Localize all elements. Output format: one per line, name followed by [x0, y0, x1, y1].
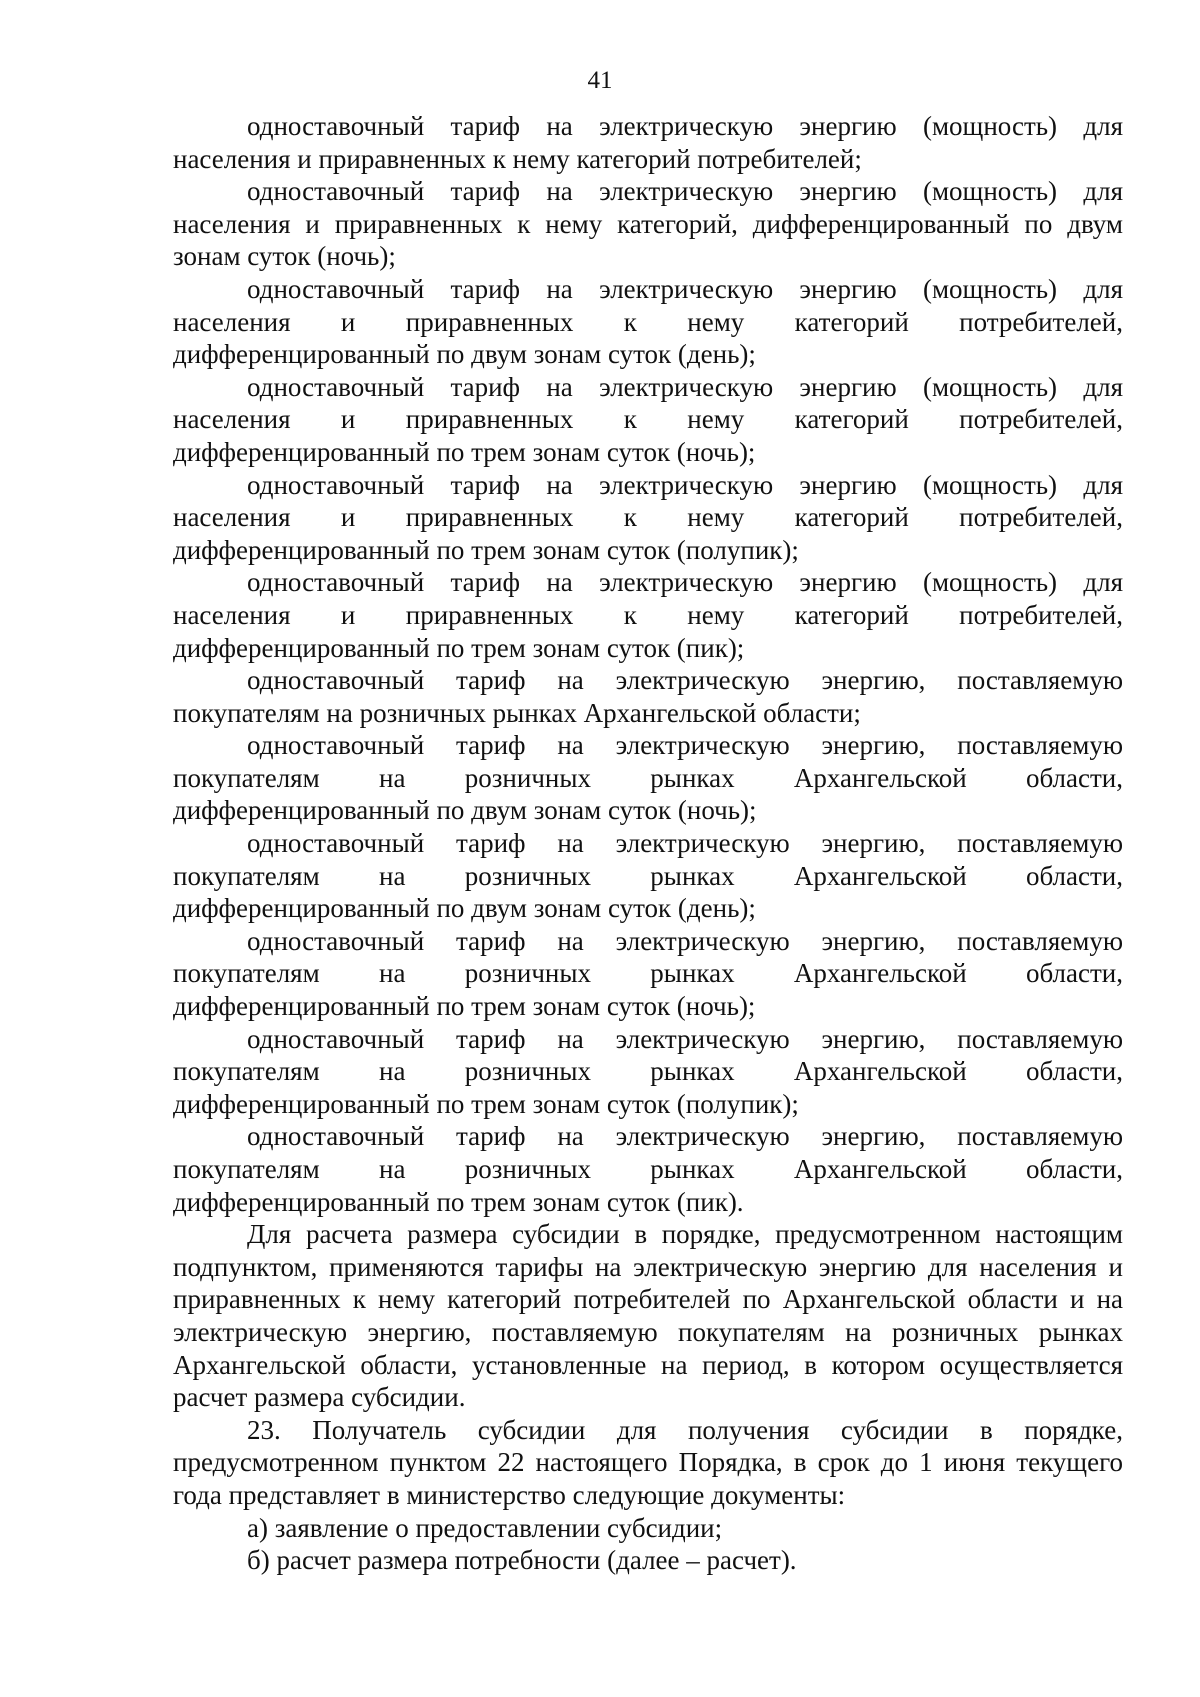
clause-23-paragraph: 23. Получатель субсидии для получения субсидии в порядке, предусмотренном пунктом 22 настоящего Порядка, в срок до 1 июня текущего года представляет в министерство следующие документы:	[173, 1414, 1123, 1510]
document-list-item-b: б) расчет размера потребности (далее – расчет).	[247, 1545, 797, 1576]
calculation-paragraph: Для расчета размера субсидии в порядке, предусмотренном настоящим подпунктом, применяются тарифы на электрическую энергию для населения и приравненных к нему категорий потребителей по Архангельской области и на электрическую энергию, поставляемую покупателям на розничных рынках Архангельской области, установленные на период, в котором осуществляется расчет размера субсидии.	[173, 1219, 1123, 1413]
tariff-paragraph: одноставочный тариф на электрическую энергию, поставляемую покупателям на розничных рынках Архангельской области, дифференцированный по трем зонам суток (полупик);	[173, 1023, 1123, 1119]
tariff-paragraph: одноставочный тариф на электрическую энергию (мощность) для населения и приравненных к нему категорий потребителей, дифференцированный по трем зонам суток (пик);	[173, 567, 1123, 663]
tariff-paragraph: одноставочный тариф на электрическую энергию, поставляемую покупателям на розничных рынках Архангельской области, дифференцированный по трем зонам суток (пик).	[173, 1121, 1123, 1217]
tariff-paragraph: одноставочный тариф на электрическую энергию, поставляемую покупателям на розничных рынках Архангельской области;	[173, 665, 1123, 728]
tariff-paragraph: одноставочный тариф на электрическую энергию, поставляемую покупателям на розничных рынках Архангельской области, дифференцированный по двум зонам суток (ночь);	[173, 730, 1123, 826]
document-list-item-a: а) заявление о предоставлении субсидии;	[247, 1512, 723, 1543]
tariff-paragraph: одноставочный тариф на электрическую энергию (мощность) для населения и приравненных к нему категорий потребителей;	[173, 111, 1123, 174]
tariff-paragraph: одноставочный тариф на электрическую энергию (мощность) для населения и приравненных к нему категорий, дифференцированный по двум зонам суток (ночь);	[173, 176, 1123, 272]
document-body	[173, 110, 1123, 1577]
tariff-paragraph: одноставочный тариф на электрическую энергию, поставляемую покупателям на розничных рынках Архангельской области, дифференцированный по трем зонам суток (ночь);	[173, 925, 1123, 1022]
tariff-paragraph: одноставочный тариф на электрическую энергию (мощность) для населения и приравненных к нему категорий потребителей, дифференцированный по трем зонам суток (ночь);	[173, 371, 1123, 467]
tariff-paragraph: одноставочный тариф на электрическую энергию (мощность) для населения и приравненных к нему категорий потребителей, дифференцированный по двум зонам суток (день);	[173, 273, 1123, 370]
tariff-paragraph: одноставочный тариф на электрическую энергию (мощность) для населения и приравненных к нему категорий потребителей, дифференцированный по трем зонам суток (полупик);	[173, 469, 1123, 565]
tariff-paragraph: одноставочный тариф на электрическую энергию, поставляемую покупателям на розничных рынках Архангельской области, дифференцированный по двум зонам суток (день);	[173, 828, 1123, 924]
page-number: 41	[587, 67, 613, 94]
